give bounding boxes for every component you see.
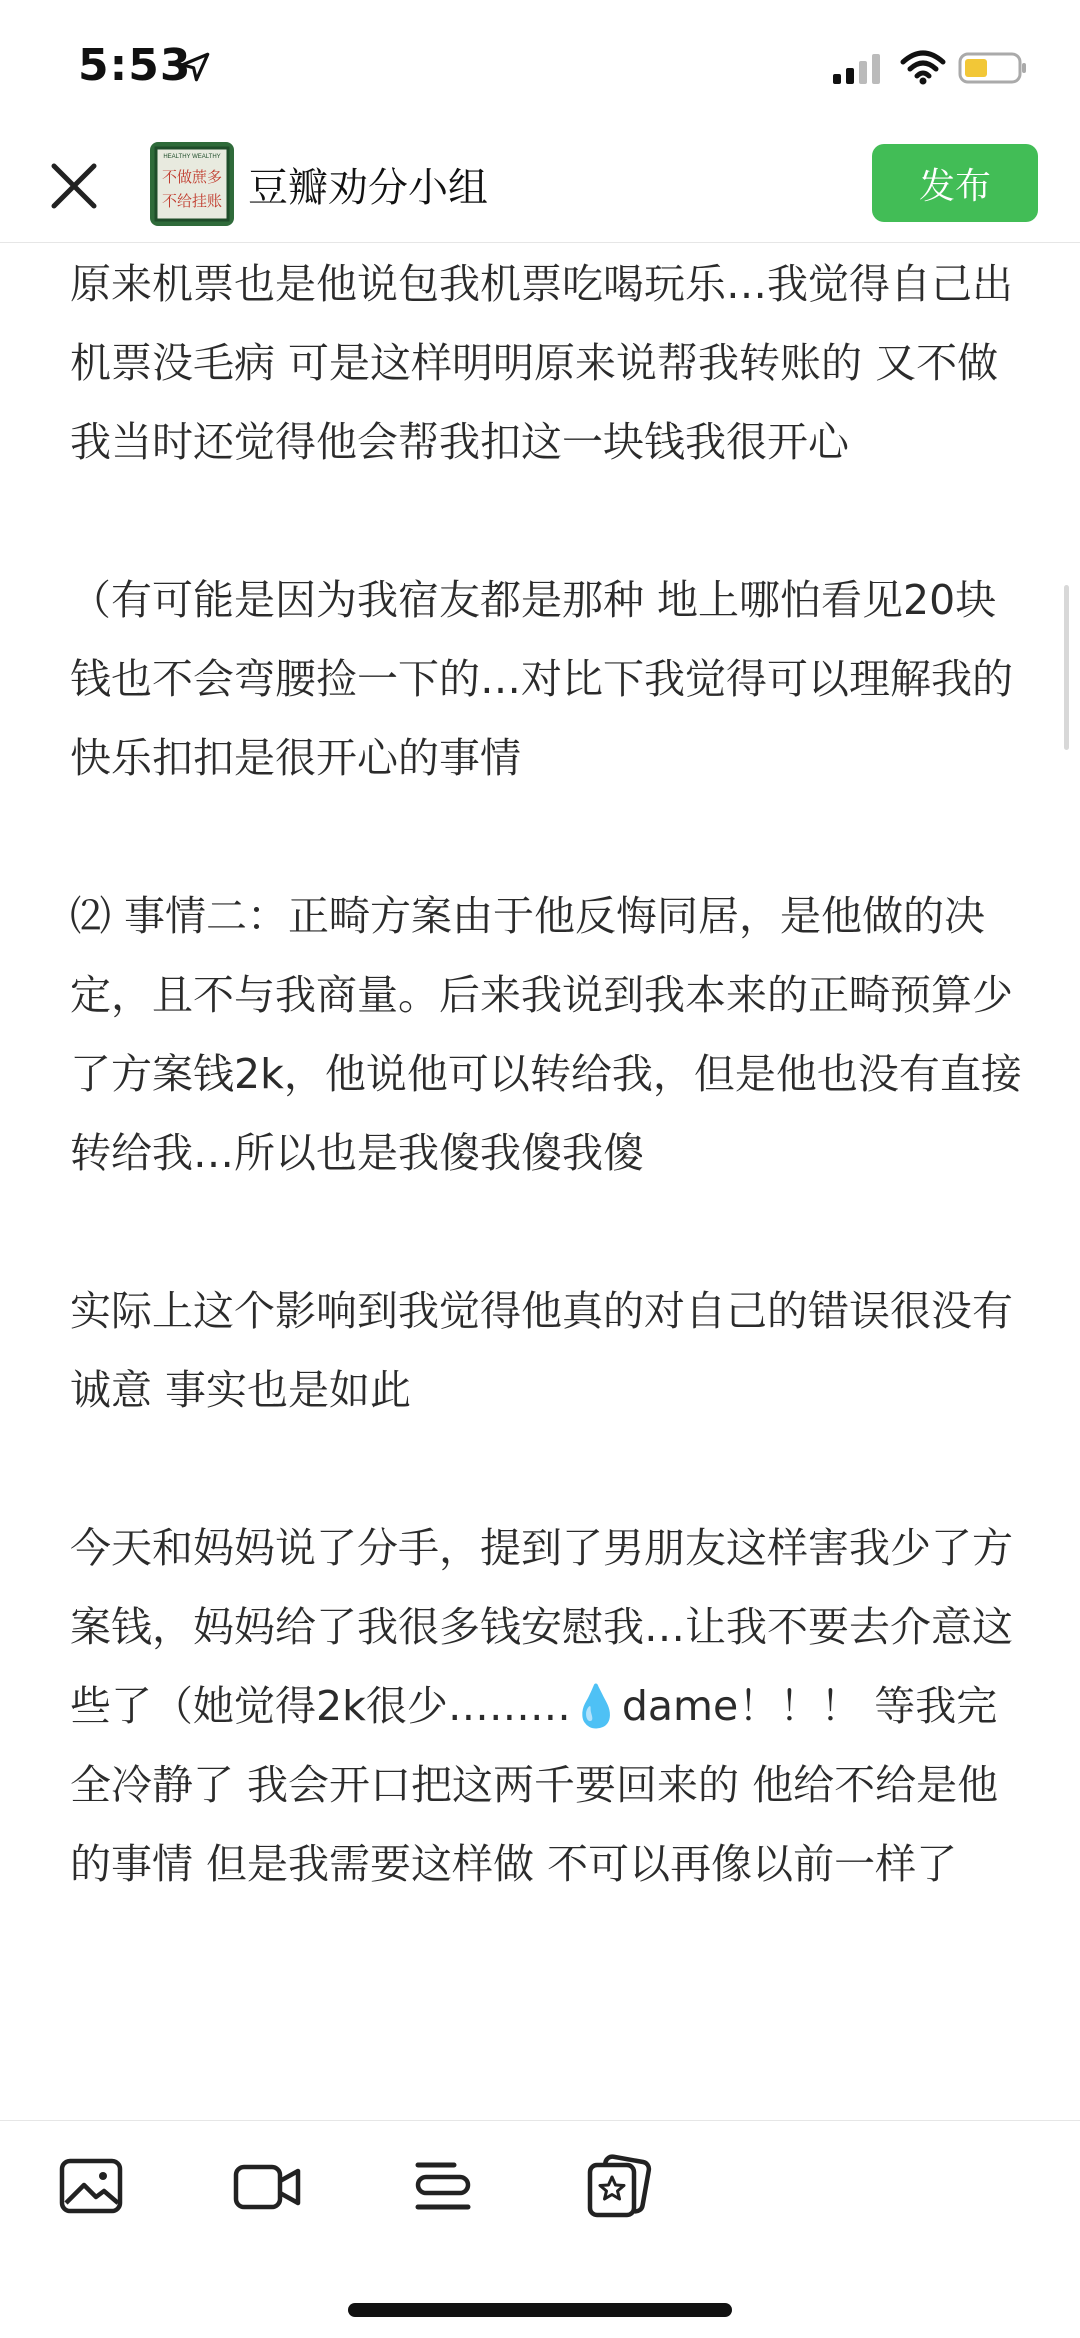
post-paragraph-3: ⑵ 事情二：正畸方案由于他反悔同居，是他做的决定，且不与我商量。后来我说到我本来的正畸预算少了方案钱2k，他说他可以转给我，但是他也没有直接转给我…所以也是我傻我傻我傻 <box>70 892 1022 1177</box>
text-format-button[interactable] <box>408 2151 478 2221</box>
avatar-sign-line2: 不给挂账 <box>161 192 223 210</box>
wifi-icon <box>900 50 946 86</box>
nav-bar <box>0 130 1080 243</box>
location-arrow-icon <box>178 50 212 84</box>
status-bar <box>0 0 1080 130</box>
battery-icon <box>958 50 1028 86</box>
cellular-signal-icon <box>833 52 885 88</box>
post-editor[interactable] <box>70 245 1030 2120</box>
insert-video-button[interactable] <box>232 2151 302 2221</box>
status-time: 5:53 <box>78 40 192 91</box>
sticker-icon <box>584 2151 654 2221</box>
close-icon[interactable] <box>46 158 102 214</box>
video-icon <box>232 2151 302 2221</box>
post-paragraph-2: （有可能是因为我宿友都是那种 地上哪怕看见20块钱也不会弯腰捡一下的…对比下我觉得可以理解我的快乐扣扣是很开心的事情 <box>70 576 1013 782</box>
battery-level <box>965 59 987 77</box>
image-icon <box>56 2151 126 2221</box>
home-indicator[interactable] <box>348 2303 732 2317</box>
post-paragraph-1: 原来机票也是他说包我机票吃喝玩乐…我觉得自己出机票没毛病 可是这样明明原来说帮我转账的 又不做 我当时还觉得他会帮我扣这一块钱我很开心 <box>70 260 1013 466</box>
avatar-sign-line1: 不做蔗多 <box>161 168 223 186</box>
group-avatar[interactable] <box>150 142 234 226</box>
insert-image-button[interactable] <box>56 2151 126 2221</box>
post-paragraph-5: 今天和妈妈说了分手，提到了男朋友这样害我少了方案钱，妈妈给了我很多钱安慰我…让我不要去介意这些了（她觉得2k很少………💧dame！！！ 等我完全冷静了 我会开口把这两千要回来的 他给不给是他的事情 但是我需要这样做 不可以再像以前一样了 <box>70 1524 1013 1888</box>
avatar-sign-top: HEALTHY WEALTHY <box>163 154 221 160</box>
post-paragraph-4: 实际上这个影响到我觉得他真的对自己的错误很没有诚意 事实也是如此 <box>70 1287 1013 1414</box>
group-name[interactable]: 豆瓣劝分小组 <box>248 165 488 211</box>
text-format-icon <box>408 2151 478 2221</box>
scrollbar[interactable] <box>1064 585 1069 750</box>
sticker-button[interactable] <box>584 2151 654 2221</box>
publish-button[interactable]: 发布 <box>872 144 1038 222</box>
